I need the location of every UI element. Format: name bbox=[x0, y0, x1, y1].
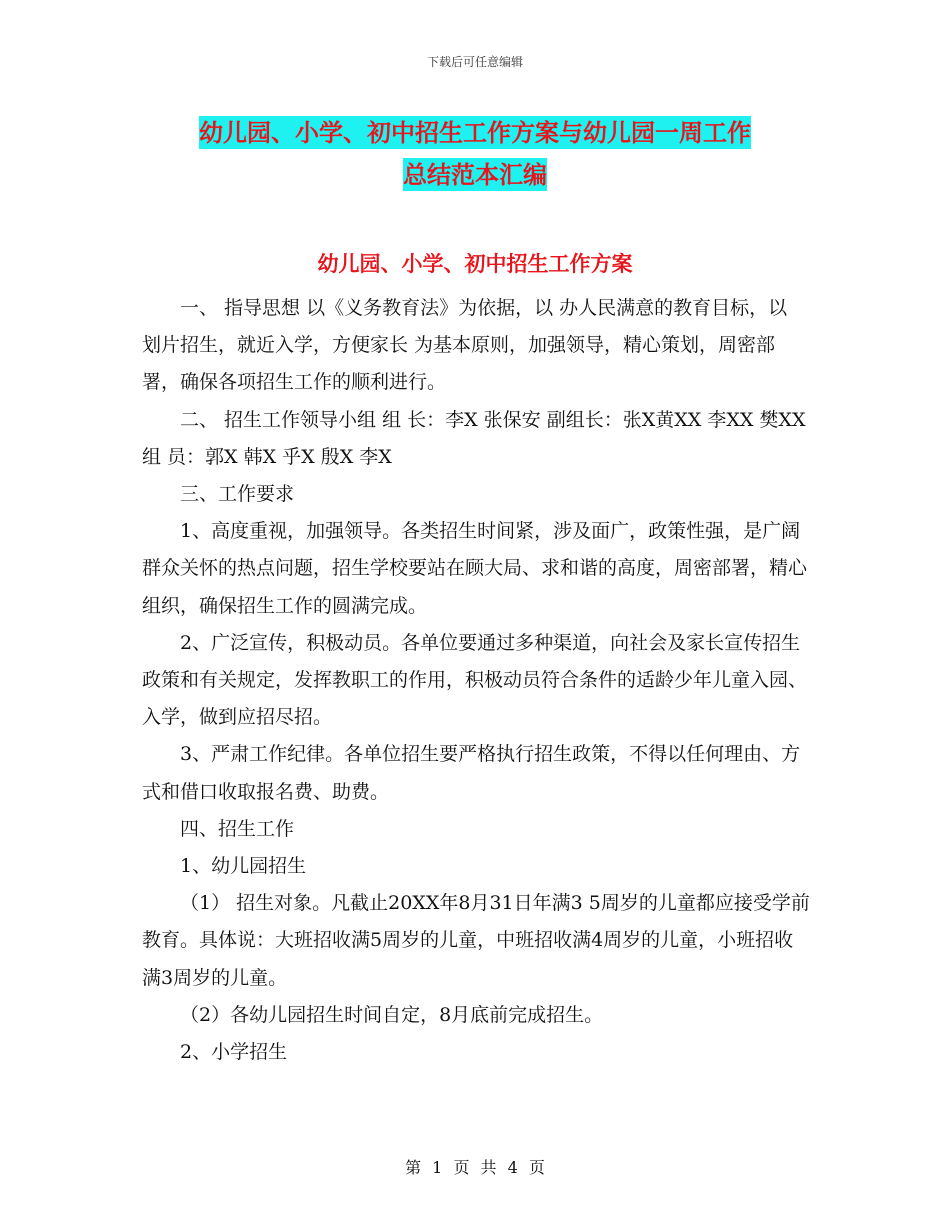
paragraph-guiding-ideology: 一、 指导思想 以《义务教育法》为依据，以 办人民满意的教育目标，以 划片招生，就近入学，方便家长 为基本原则，加强领导，精心策划，周密部署，确保各项招生工作的顺利进行。 bbox=[142, 297, 794, 394]
paragraph-requirement-2: 2、广泛宣传，积极动员。各单位要通过多种渠道，向社会及家长宣传招生政策和有关规定，发挥教职工的作用，积极动员符合条件的适龄少年儿童入园、入学，做到应招尽招。 bbox=[142, 631, 808, 729]
paragraph-requirement-1: 1、高度重视，加强领导。各类招生时间紧，涉及面广，政策性强，是广阔群众关怀的热点问题，招生学校要站在顾大局、求和谐的高度，周密部署，精心组织，确保招生工作的圆满完成。 bbox=[142, 520, 808, 617]
heading-enrollment-work: 四、招生工作 bbox=[180, 817, 295, 840]
paragraph-requirement-3: 3、严肃工作纪律。各单位招生要严格执行招生政策，不得以任何理由、方式和借口收取报名费、助费。 bbox=[142, 743, 801, 803]
document-title-line-2: 总结范本汇编 bbox=[403, 160, 547, 189]
paragraph-enrollment-time: （2）各幼儿园招生时间自定，8月底前完成招生。 bbox=[180, 1003, 604, 1026]
paragraph-enrollment-targets: （1） 招生对象。凡截止20XX年8月31日年满3 5周岁的儿童都应接受学前教育。具体说：大班招收满5周岁的儿童，中班招收满4周岁的儿童，小班招收满3周岁的儿童。 bbox=[142, 892, 810, 989]
heading-work-requirements: 三、工作要求 bbox=[180, 483, 295, 506]
page-footer: 第 1 页 共 4 页 bbox=[405, 1158, 545, 1177]
heading-primary-enrollment: 2、小学招生 bbox=[180, 1041, 288, 1064]
heading-kindergarten-enrollment: 1、幼儿园招生 bbox=[180, 855, 307, 878]
section-title: 幼儿园、小学、初中招生工作方案 bbox=[317, 251, 633, 276]
header-note: 下载后可任意编辑 bbox=[426, 55, 523, 69]
paragraph-leadership-group: 二、 招生工作领导小组 组 长：李X 张保安 副组长：张X黄XX 李XX 樊XX 组 员：郭X 韩X 乎X 殷X 李X bbox=[142, 408, 812, 468]
document-body bbox=[142, 290, 812, 1071]
document-title bbox=[0, 112, 950, 196]
document-title-line-1: 幼儿园、小学、初中招生工作方案与幼儿园一周工作 bbox=[199, 118, 751, 147]
